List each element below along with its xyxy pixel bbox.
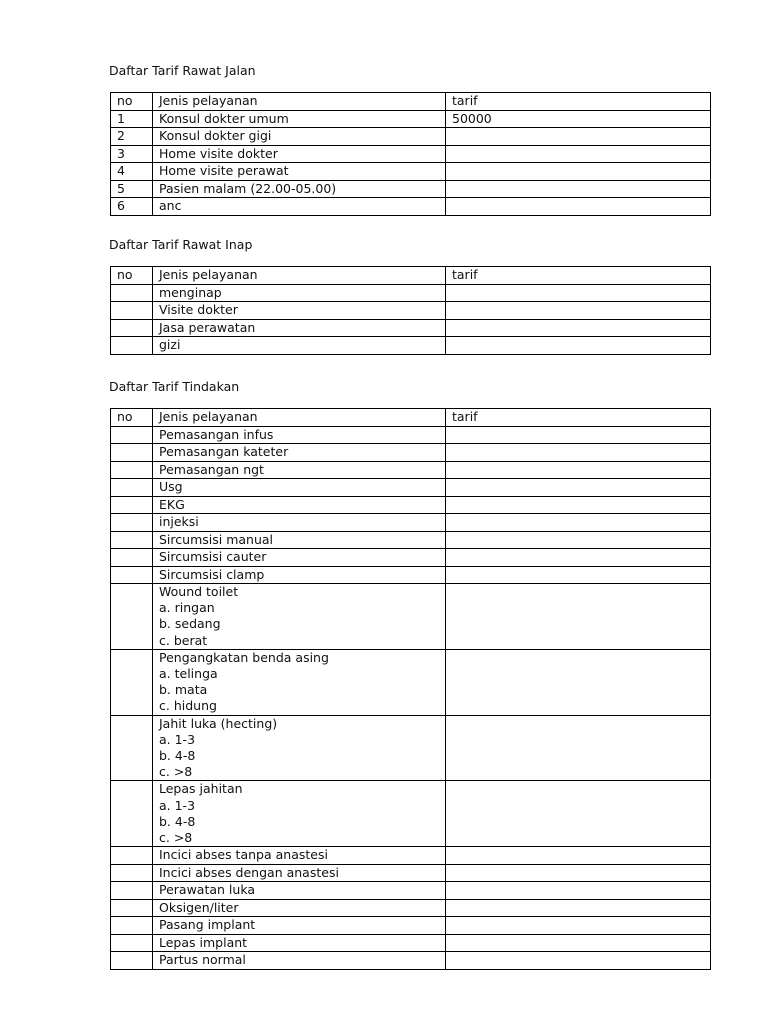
row-service — [153, 584, 446, 650]
row-tarif — [446, 145, 711, 163]
row-sub-item: b. 4-8 — [159, 813, 196, 829]
table-row — [111, 110, 711, 128]
row-service: Lepas implant — [153, 934, 446, 952]
row-service: Pasang implant — [153, 917, 446, 935]
table-row — [111, 899, 711, 917]
table-row — [111, 847, 711, 865]
header-no: no — [111, 267, 153, 285]
row-sub-item: b. mata — [159, 682, 208, 698]
table-row — [111, 531, 711, 549]
row-no — [111, 496, 153, 514]
table-row — [111, 163, 711, 181]
table-header-row — [111, 409, 711, 427]
section-title-tindakan: Daftar Tarif Tindakan — [109, 379, 240, 394]
row-service: Partus normal — [153, 952, 446, 970]
row-service: EKG — [153, 496, 446, 514]
row-no — [111, 882, 153, 900]
header-no: no — [111, 93, 153, 111]
row-sub-item: a. ringan — [159, 600, 215, 616]
row-tarif — [446, 337, 711, 355]
table-row — [111, 302, 711, 320]
row-service: injeksi — [153, 514, 446, 532]
table-row — [111, 198, 711, 216]
row-tarif — [446, 180, 711, 198]
row-no — [111, 715, 153, 781]
row-service: anc — [153, 198, 446, 216]
header-no: no — [111, 409, 153, 427]
row-sub-item: a. telinga — [159, 666, 218, 682]
table-row — [111, 496, 711, 514]
table-row — [111, 917, 711, 935]
row-tarif — [446, 566, 711, 584]
row-no — [111, 461, 153, 479]
row-tarif — [446, 847, 711, 865]
row-service: Sircumsisi cauter — [153, 549, 446, 567]
row-tarif — [446, 649, 711, 715]
row-service: Pemasangan ngt — [153, 461, 446, 479]
row-no — [111, 899, 153, 917]
row-tarif — [446, 198, 711, 216]
table-row — [111, 934, 711, 952]
row-no — [111, 864, 153, 882]
header-tarif: tarif — [446, 409, 711, 427]
row-no — [111, 302, 153, 320]
row-service-title: Lepas jahitan — [159, 781, 243, 797]
row-service — [153, 649, 446, 715]
row-no — [111, 444, 153, 462]
table-rawat-jalan — [110, 92, 711, 216]
table-row — [111, 952, 711, 970]
table-row — [111, 337, 711, 355]
row-service: Sircumsisi clamp — [153, 566, 446, 584]
row-no — [111, 514, 153, 532]
row-sub-item: c. berat — [159, 632, 208, 648]
row-sub-item: c. hidung — [159, 698, 217, 714]
row-service: gizi — [153, 337, 446, 355]
row-tarif — [446, 514, 711, 532]
row-tarif: 50000 — [446, 110, 711, 128]
table-row — [111, 649, 711, 715]
header-tarif: tarif — [446, 93, 711, 111]
table-header-row — [111, 93, 711, 111]
table-row — [111, 882, 711, 900]
row-sub-item: a. 1-3 — [159, 797, 196, 813]
row-service: Sircumsisi manual — [153, 531, 446, 549]
row-service — [153, 715, 446, 781]
row-no — [111, 781, 153, 847]
table-row — [111, 319, 711, 337]
row-service: Jasa perawatan — [153, 319, 446, 337]
row-tarif — [446, 426, 711, 444]
table-row — [111, 584, 711, 650]
row-tarif — [446, 461, 711, 479]
row-service: Visite dokter — [153, 302, 446, 320]
row-no: 6 — [111, 198, 153, 216]
row-sub-item: a. 1-3 — [159, 731, 196, 747]
section-title-rawat-jalan: Daftar Tarif Rawat Jalan — [109, 63, 256, 78]
row-tarif — [446, 284, 711, 302]
header-service: Jenis pelayanan — [153, 267, 446, 285]
row-tarif — [446, 952, 711, 970]
table-row — [111, 461, 711, 479]
table-row — [111, 180, 711, 198]
row-tarif — [446, 934, 711, 952]
row-tarif — [446, 163, 711, 181]
table-row — [111, 284, 711, 302]
row-tarif — [446, 781, 711, 847]
row-no: 5 — [111, 180, 153, 198]
row-service-title: Pengangkatan benda asing — [159, 649, 329, 665]
row-tarif — [446, 584, 711, 650]
row-no — [111, 319, 153, 337]
row-service: Pemasangan infus — [153, 426, 446, 444]
row-sub-item: c. >8 — [159, 830, 193, 846]
table-header-row — [111, 267, 711, 285]
table-row — [111, 479, 711, 497]
row-no — [111, 649, 153, 715]
table-row — [111, 781, 711, 847]
row-no — [111, 549, 153, 567]
row-sub-item: b. sedang — [159, 616, 221, 632]
table-row — [111, 864, 711, 882]
row-service: Usg — [153, 479, 446, 497]
row-service: Incici abses dengan anastesi — [153, 864, 446, 882]
table-row — [111, 444, 711, 462]
row-tarif — [446, 531, 711, 549]
row-no — [111, 426, 153, 444]
row-service: Home visite perawat — [153, 163, 446, 181]
row-no — [111, 584, 153, 650]
row-service: Pemasangan kateter — [153, 444, 446, 462]
row-no: 3 — [111, 145, 153, 163]
table-row — [111, 514, 711, 532]
row-tarif — [446, 864, 711, 882]
row-tarif — [446, 496, 711, 514]
row-service: Home visite dokter — [153, 145, 446, 163]
table-tindakan — [110, 408, 711, 970]
table-row — [111, 566, 711, 584]
row-no — [111, 284, 153, 302]
row-no — [111, 337, 153, 355]
table-row — [111, 128, 711, 146]
row-no: 2 — [111, 128, 153, 146]
table-row — [111, 426, 711, 444]
table-row — [111, 715, 711, 781]
table-row — [111, 549, 711, 567]
row-no — [111, 917, 153, 935]
row-tarif — [446, 549, 711, 567]
row-service: Oksigen/liter — [153, 899, 446, 917]
row-no — [111, 531, 153, 549]
row-tarif — [446, 715, 711, 781]
row-tarif — [446, 479, 711, 497]
row-tarif — [446, 882, 711, 900]
row-sub-item: c. >8 — [159, 764, 193, 780]
row-tarif — [446, 128, 711, 146]
row-no: 1 — [111, 110, 153, 128]
row-sub-item: b. 4-8 — [159, 748, 196, 764]
table-rawat-inap — [110, 266, 711, 355]
row-service: Pasien malam (22.00-05.00) — [153, 180, 446, 198]
header-service: Jenis pelayanan — [153, 93, 446, 111]
row-service: Konsul dokter gigi — [153, 128, 446, 146]
row-no — [111, 566, 153, 584]
row-tarif — [446, 444, 711, 462]
row-service: Perawatan luka — [153, 882, 446, 900]
row-tarif — [446, 899, 711, 917]
row-service — [153, 781, 446, 847]
row-no — [111, 952, 153, 970]
row-no: 4 — [111, 163, 153, 181]
row-tarif — [446, 319, 711, 337]
row-service: Incici abses tanpa anastesi — [153, 847, 446, 865]
header-tarif: tarif — [446, 267, 711, 285]
row-no — [111, 479, 153, 497]
section-title-rawat-inap: Daftar Tarif Rawat Inap — [109, 237, 253, 252]
row-service: menginap — [153, 284, 446, 302]
row-service-title: Wound toilet — [159, 584, 239, 599]
table-row — [111, 145, 711, 163]
row-service: Konsul dokter umum — [153, 110, 446, 128]
row-tarif — [446, 917, 711, 935]
header-service: Jenis pelayanan — [153, 409, 446, 427]
row-no — [111, 847, 153, 865]
row-no — [111, 934, 153, 952]
row-tarif — [446, 302, 711, 320]
row-service-title: Jahit luka (hecting) — [159, 715, 278, 731]
